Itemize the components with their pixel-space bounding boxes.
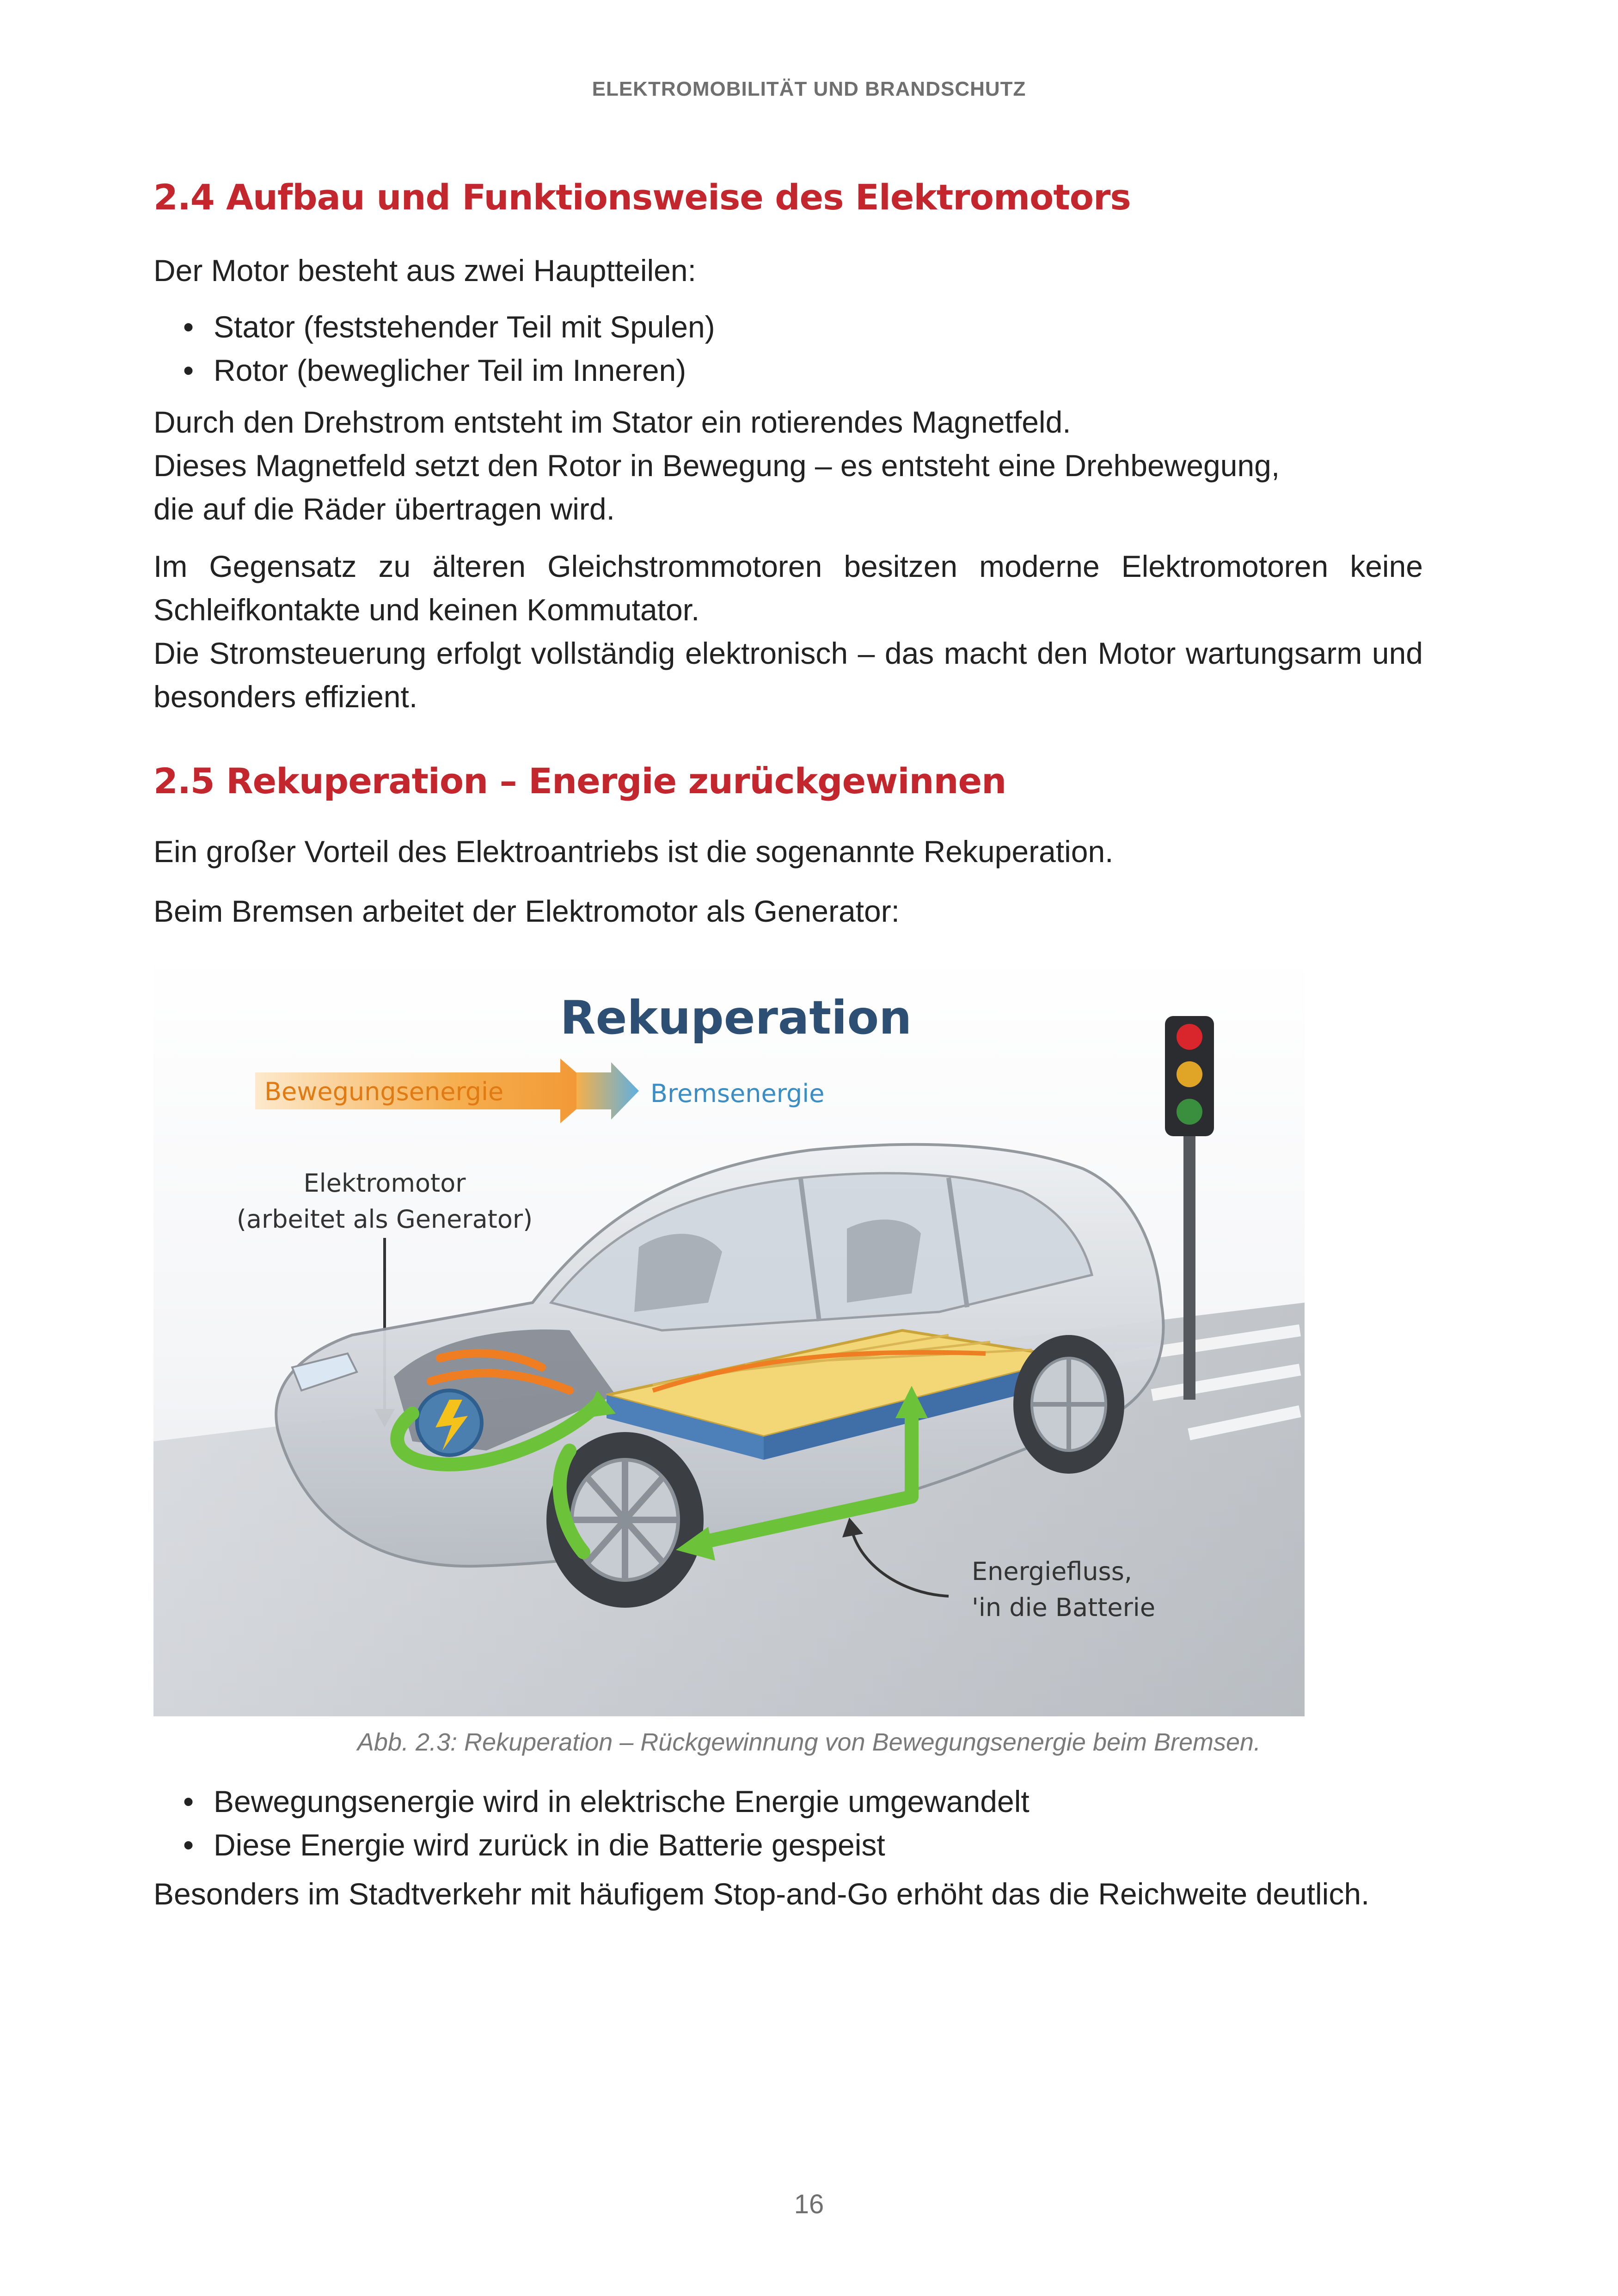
list-item-text: Rotor (beweglicher Teil im Inneren) <box>214 353 686 387</box>
label-in-die-batterie: 'in die Batterie <box>972 1593 1156 1622</box>
bullet-icon: • <box>183 1828 194 1862</box>
bullet-icon: • <box>183 353 194 387</box>
bullet-icon: • <box>183 310 194 344</box>
paragraph-drehbewegung-2: die auf die Räder übertragen wird. <box>153 492 615 526</box>
paragraph-reichweite: Besonders im Stadtverkehr mit häufigem Stop-and-Go erhöht das die Reichweite deutlich. <box>153 1877 1370 1911</box>
section-heading-2-4: 2.4 Aufbau und Funktionsweise des Elektromotors <box>153 177 1131 218</box>
list-item-stator <box>183 305 715 349</box>
label-bewegungsenergie: Bewegungsenergie <box>264 1077 504 1106</box>
bullet-icon: • <box>183 1784 194 1818</box>
paragraph-gleichstrom: Im Gegensatz zu älteren Gleichstrommotoren besitzen moderne Elektromotoren keine Schleifkontakte und keinen Kommutator. <box>153 549 1423 627</box>
list-item-umwandlung <box>183 1780 1030 1823</box>
paragraph-motor-intro: Der Motor besteht aus zwei Hauptteilen: <box>153 253 696 288</box>
label-bremsenergie: Bremsenergie <box>650 1079 825 1108</box>
list-item-batterie <box>183 1823 885 1867</box>
paragraph-rekuperation-intro: Ein großer Vorteil des Elektroantriebs ist die sogenannte Rekuperation. <box>153 834 1114 869</box>
label-generator: (arbeitet als Generator) <box>236 1205 533 1234</box>
running-header: ELEKTROMOBILITÄT UND BRANDSCHUTZ <box>592 78 1026 100</box>
figure-title: Rekuperation <box>560 991 912 1045</box>
label-energiefluss: Energiefluss, <box>972 1557 1132 1586</box>
paragraph-stromsteuerung: Die Stromsteuerung erfolgt vollständig elektronisch – das macht den Motor wartungsarm und besonders effizient. <box>153 636 1423 714</box>
rekuperation-illustration <box>153 951 1305 1716</box>
section-heading-2-5: 2.5 Rekuperation – Energie zurückgewinnen <box>153 760 1006 802</box>
list-item-text: Stator (feststehender Teil mit Spulen) <box>214 310 715 344</box>
list-item-rotor <box>183 349 686 392</box>
list-item-text: Diese Energie wird zurück in die Batterie gespeist <box>214 1828 885 1862</box>
label-elektromotor: Elektromotor <box>303 1169 466 1198</box>
page-number: 16 <box>794 2189 824 2219</box>
figure-caption: Abb. 2.3: Rekuperation – Rückgewinnung von Bewegungsenergie beim Bremsen. <box>357 1728 1261 1756</box>
paragraph-magnetfeld: Durch den Drehstrom entsteht im Stator ein rotierendes Magnetfeld. <box>153 405 1071 439</box>
paragraph-generator: Beim Bremsen arbeitet der Elektromotor als Generator: <box>153 894 900 928</box>
list-item-text: Bewegungsenergie wird in elektrische Energie umgewandelt <box>214 1784 1030 1818</box>
rekuperation-figure <box>153 951 1305 1716</box>
paragraph-drehbewegung-1: Dieses Magnetfeld setzt den Rotor in Bewegung – es entsteht eine Drehbewegung, <box>153 448 1280 483</box>
